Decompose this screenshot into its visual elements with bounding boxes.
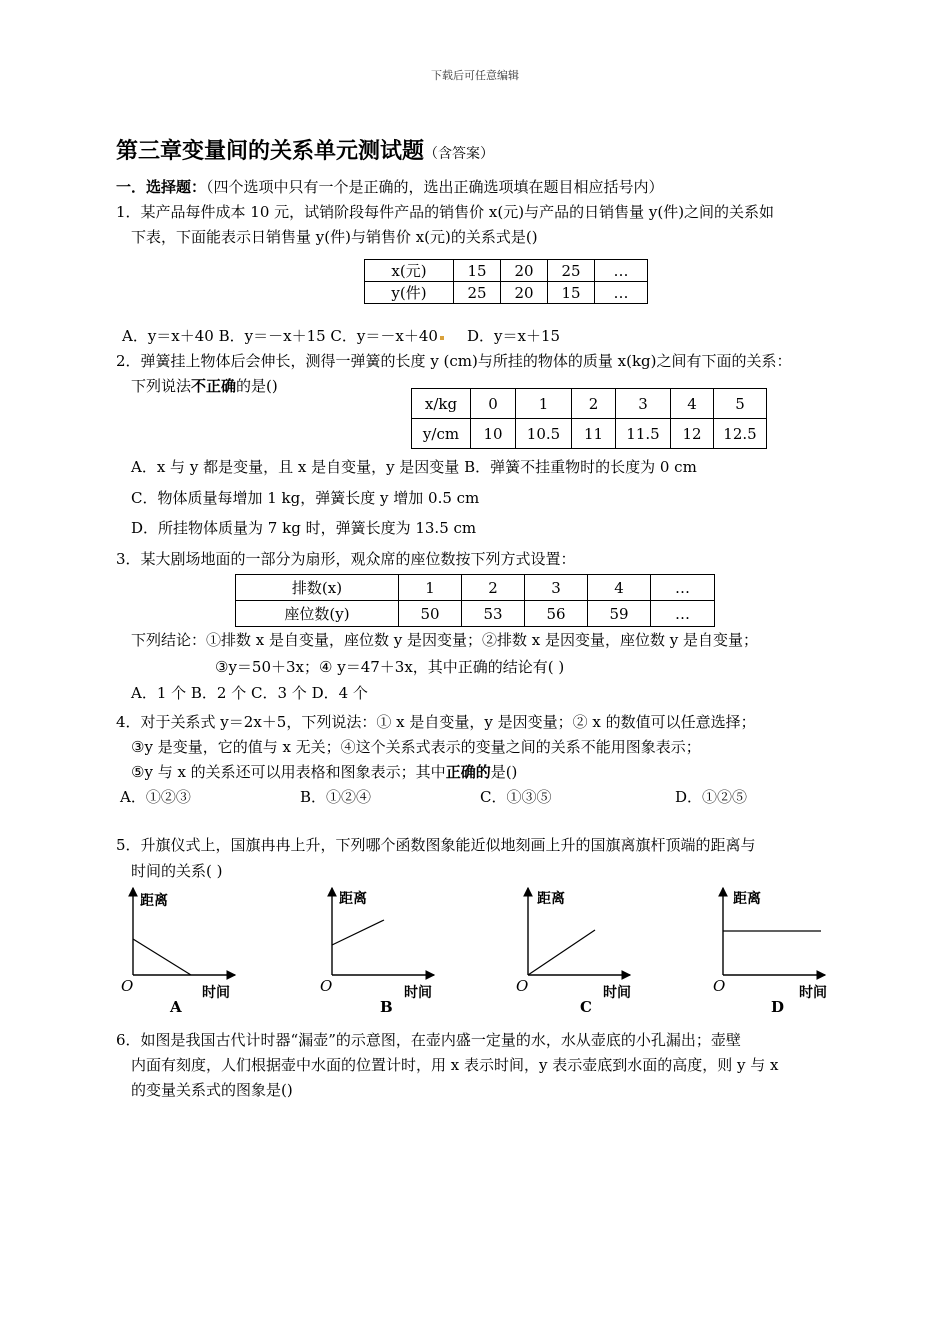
q3-line1: 3．某大剧场地面的一部分为扇形，观众席的座位数按下列方式设置： [116, 550, 576, 568]
q6-line1: 6．如图是我国古代计时器“漏壶”的示意图，在壶内盛一定量的水，水从壶底的小孔漏出；壶壁 [116, 1031, 741, 1049]
graph-d-ylabel: 距离 [733, 891, 761, 907]
q2-table-cell: y/cm [412, 419, 471, 449]
q1-table-cell: 15 [454, 260, 501, 282]
q2-table-cell: 12 [671, 419, 714, 449]
q3-table-cell: 排数(x) [236, 575, 399, 601]
q3-table-cell: 53 [462, 601, 525, 627]
q4-line1: 4．对于关系式 y＝2x＋5，下列说法：① x 是自变量，y 是因变量；② x 的数值可以任意选择； [116, 713, 756, 731]
q1-table-cell: … [595, 282, 648, 304]
graph-b-axes [317, 882, 437, 982]
q1-options-a: A．y＝x＋40 B．y＝－x＋15 C．y＝－x＋40 [122, 327, 438, 345]
graph-b-origin: O [320, 977, 333, 995]
q3-line2: 下列结论：①排数 x 是自变量，座位数 y 是因变量；②排数 x 是因变量，座位数 y 是自变量； [131, 631, 759, 649]
q2-table-cell: 11 [572, 419, 616, 449]
section-heading [116, 180, 664, 195]
q2-table-cell: 1 [516, 389, 572, 419]
title-text: 第三章变量间的关系单元测试题 [116, 139, 425, 164]
q4-option-b: B．①②④ [300, 788, 372, 806]
page-title [116, 141, 494, 163]
q2-option-c: C．物体质量每增加 1 kg，弹簧长度 y 增加 0.5 cm [131, 489, 480, 507]
q3-table-cell: 50 [399, 601, 462, 627]
q1-table-cell: 20 [501, 282, 548, 304]
title-note: （含答案） [424, 146, 495, 162]
graph-a-xlabel: 时间 [202, 985, 230, 1001]
q4-line3 [131, 765, 517, 780]
q1-line2: 下表，下面能表示日销售量 y(件)与销售价 x(元)的关系式是() [131, 228, 538, 246]
q3-table-cell: 3 [525, 575, 588, 601]
q3-table-cell: 59 [588, 601, 651, 627]
graph-b-xlabel: 时间 [404, 985, 432, 1001]
q3-table-cell: … [651, 601, 715, 627]
q3-table-cell: 56 [525, 601, 588, 627]
q1-table-cell: y(件) [365, 282, 454, 304]
q2-table-cell: 10 [471, 419, 516, 449]
graph-b-letter: B [380, 998, 393, 1016]
q2-line1: 2．弹簧挂上物体后会伸长，测得一弹簧的长度 y (cm)与所挂的物体的质量 x(kg)之间有下面的关系： [116, 352, 792, 370]
q3-table-cell: … [651, 575, 715, 601]
q2-table [411, 388, 767, 449]
graph-d-axes [708, 882, 828, 982]
q1-table-cell: 15 [548, 282, 595, 304]
q4-line3-emphasis: 正确的 [445, 763, 491, 781]
graph-c-ylabel: 距离 [537, 891, 565, 907]
q1-table-cell: … [595, 260, 648, 282]
q1-table-cell: 25 [548, 260, 595, 282]
q2-table-cell: 2 [572, 389, 616, 419]
q1-line1: 1．某产品每件成本 10 元，试销阶段每件产品的销售价 x(元)与产品的日销售量 y(件)之间的关系如 [116, 203, 775, 221]
page-header: 下载后可任意编辑 [431, 69, 519, 82]
q4-option-d: D．①②⑤ [675, 788, 748, 806]
q2-option-a: A．x 与 y 都是变量，且 x 是自变量，y 是因变量 B．弹簧不挂重物时的长度为 0 cm [131, 458, 697, 476]
section-label: 一．选择题： [116, 178, 207, 196]
graph-c-xlabel: 时间 [603, 985, 631, 1001]
q2-table-cell: 5 [714, 389, 767, 419]
graph-b-line [332, 920, 384, 945]
q2-line2 [131, 379, 278, 394]
q3-line3: ③y＝50＋3x；④ y＝47＋3x，其中正确的结论有( ) [215, 658, 565, 676]
q6-line2: 内面有刻度，人们根据壶中水面的位置计时，用 x 表示时间，y 表示壶底到水面的高度，则 y 与 x [131, 1056, 779, 1074]
graph-a-line [133, 939, 191, 975]
q1-options-b: D．y＝x＋15 [467, 327, 561, 345]
q3-table [235, 574, 715, 627]
q1-options [122, 329, 560, 344]
graph-a-letter: A [170, 998, 182, 1016]
q3-table-cell: 2 [462, 575, 525, 601]
q3-table-cell: 座位数(y) [236, 601, 399, 627]
q4-line2: ③y 是变量，它的值与 x 无关；④这个关系式表示的变量之间的关系不能用图象表示； [131, 738, 701, 756]
q2-line2-post: 的是() [236, 377, 278, 395]
q6-line3: 的变量关系式的图象是() [131, 1081, 293, 1099]
q2-table-cell: 3 [616, 389, 671, 419]
q4-line3-post: 是() [490, 763, 518, 781]
q2-table-cell: 12.5 [714, 419, 767, 449]
graph-d-letter: D [771, 998, 785, 1016]
q2-table-cell: x/kg [412, 389, 471, 419]
graph-c-axes [513, 882, 633, 982]
q1-table-cell: 20 [501, 260, 548, 282]
graph-c-letter: C [580, 998, 592, 1016]
q3-table-cell: 4 [588, 575, 651, 601]
graph-c-line [528, 930, 595, 975]
q1-table-cell: x(元) [365, 260, 454, 282]
q3-table-cell: 1 [399, 575, 462, 601]
graph-a-axes [118, 882, 238, 982]
graph-d-origin: O [713, 977, 726, 995]
q1-table [364, 259, 648, 304]
q5-line2: 时间的关系( ) [131, 862, 223, 880]
graph-a-ylabel: 距离 [140, 893, 168, 909]
q2-line2-emphasis: 不正确 [191, 377, 237, 395]
q2-table-cell: 10.5 [516, 419, 572, 449]
q4-option-a: A．①②③ [120, 788, 191, 806]
q2-option-d: D．所挂物体质量为 7 kg 时，弹簧长度为 13.5 cm [131, 519, 477, 537]
section-note: （四个选项中只有一个是正确的，选出正确选项填在题目相应括号内） [206, 178, 664, 196]
q2-table-cell: 4 [671, 389, 714, 419]
highlight-mark [440, 336, 444, 340]
graph-a-origin: O [121, 977, 134, 995]
graph-d-xlabel: 时间 [799, 985, 827, 1001]
q1-table-cell: 25 [454, 282, 501, 304]
q2-table-cell: 0 [471, 389, 516, 419]
q4-option-c: C．①③⑤ [480, 788, 552, 806]
q3-options: A．1 个 B．2 个 C．3 个 D．4 个 [131, 684, 368, 702]
graph-c-origin: O [516, 977, 529, 995]
q5-line1: 5．升旗仪式上，国旗冉冉上升，下列哪个函数图象能近似地刻画上升的国旗离旗杆顶端的距离与 [116, 836, 756, 854]
q2-line2-pre: 下列说法 [131, 377, 192, 395]
q2-table-cell: 11.5 [616, 419, 671, 449]
q4-line3-pre: ⑤y 与 x 的关系还可以用表格和图象表示；其中 [131, 763, 446, 781]
graph-b-ylabel: 距离 [339, 891, 367, 907]
